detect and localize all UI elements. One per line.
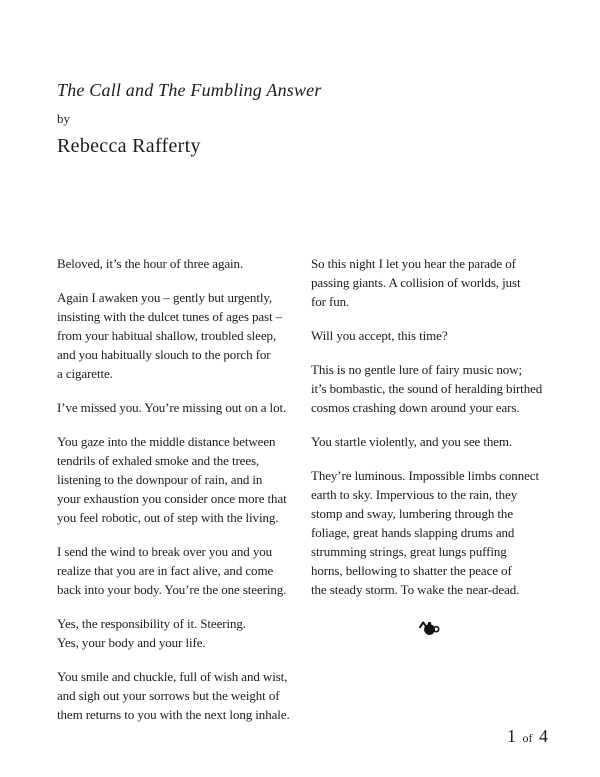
poem-stanza: You startle violently, and you see them. [311, 434, 513, 449]
page-number-separator: of [522, 731, 533, 745]
teapot-ornament-icon [418, 620, 440, 636]
poem-stanza: So this night I let you hear the parade of passing giants. A collision of worlds, just for fun. [311, 256, 521, 309]
poem-header [57, 80, 322, 158]
poem-stanza: I’ve missed you. You’re missing out on a lot. [57, 400, 287, 415]
page-number-total: 4 [539, 726, 548, 746]
page-number [507, 726, 548, 747]
poem-stanza: Again I awaken you – gently but urgently, insisting with the dulcet tunes of ages past – from your habitual shallow, troubled sleep, and you habitually slouch to the porch for a cigarette. [57, 290, 283, 381]
poem-stanza: I send the wind to break over you and you realize that you are in fact alive, and come back into your body. You’re the one steering. [57, 544, 287, 597]
poem-stanza: Will you accept, this time? [311, 328, 448, 343]
poem-stanza: Yes, the responsibility of it. Steering. Yes, your body and your life. [57, 616, 246, 650]
author-name: Rebecca Rafferty [57, 135, 201, 157]
poem-stanza: You smile and chuckle, full of wish and wist, and sigh out your sorrows but the weight of them returns to you with the next long inhale. [57, 669, 290, 722]
poem-stanza: You gaze into the middle distance between tendrils of exhaled smoke and the trees, listening to the downpour of rain, and in your exhaustion you consider once more that you feel robotic, out of step with the living. [57, 434, 287, 525]
left-column [57, 254, 293, 739]
end-ornament [311, 617, 547, 636]
poem-title: The Call and The Fumbling Answer [57, 80, 322, 100]
page-number-current: 1 [507, 726, 516, 746]
poem-stanza: Beloved, it’s the hour of three again. [57, 256, 244, 271]
byline-by: by [57, 111, 70, 126]
poem-body [57, 254, 547, 739]
right-column [311, 254, 547, 739]
poem-stanza: This is no gentle lure of fairy music now; it’s bombastic, the sound of heralding birthed cosmos crashing down around your ears. [311, 362, 543, 415]
poem-stanza: They’re luminous. Impossible limbs connect earth to sky. Impervious to the rain, they stomp and sway, lumbering through the foliage, great hands slapping drums and strumming strings, great lungs puffing horns, bellowing to shatter the peace of the steady storm. To wake the near-dead. [311, 468, 539, 597]
right-column-stanzas [311, 254, 547, 599]
